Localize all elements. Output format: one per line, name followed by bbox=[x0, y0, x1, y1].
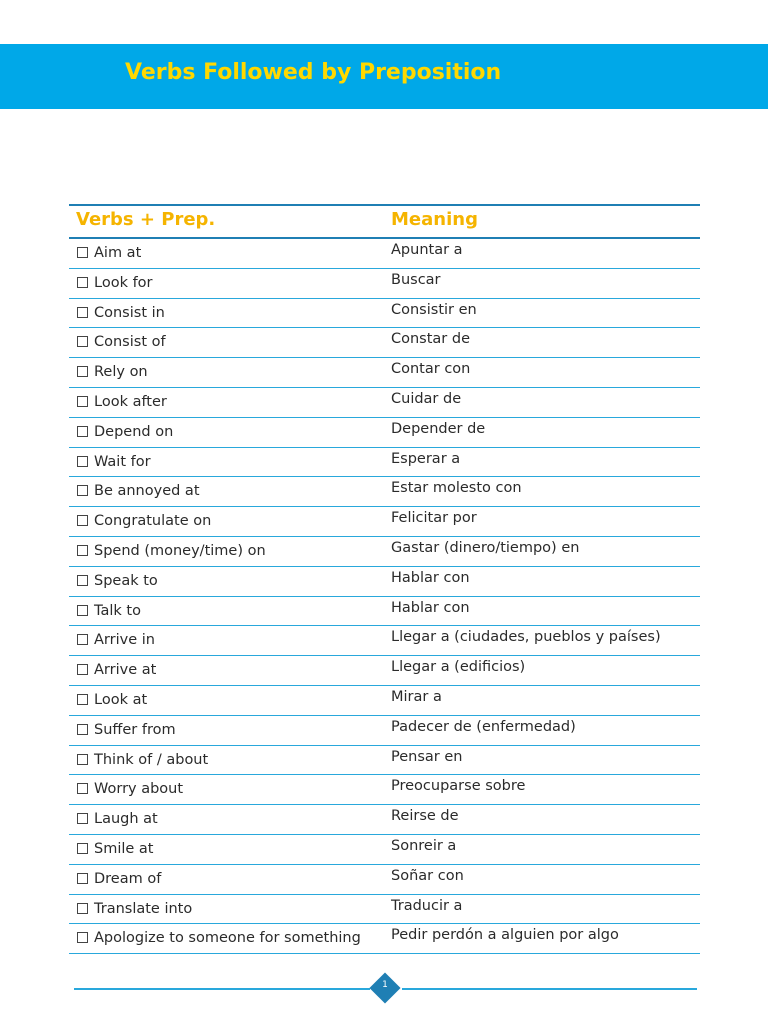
meaning-cell: Llegar a (ciudades, pueblos y países) bbox=[391, 629, 661, 646]
checkbox-icon[interactable] bbox=[77, 485, 88, 496]
checkbox-icon[interactable] bbox=[77, 277, 88, 288]
meaning-cell: Reirse de bbox=[391, 808, 459, 825]
table-row bbox=[69, 537, 700, 567]
meaning-cell: Contar con bbox=[391, 361, 471, 378]
verb-cell bbox=[77, 722, 176, 738]
verb-cell bbox=[77, 245, 141, 261]
verb-text: Smile at bbox=[94, 840, 154, 857]
table-row bbox=[69, 239, 700, 269]
verb-cell bbox=[77, 632, 155, 648]
checkbox-icon[interactable] bbox=[77, 515, 88, 526]
verb-cell bbox=[77, 483, 200, 499]
checkbox-icon[interactable] bbox=[77, 247, 88, 258]
checkbox-icon[interactable] bbox=[77, 307, 88, 318]
verb-cell bbox=[77, 603, 141, 619]
table-row bbox=[69, 388, 700, 418]
meaning-cell: Soñar con bbox=[391, 867, 464, 884]
meaning-cell: Apuntar a bbox=[391, 242, 463, 258]
verb-text: Aim at bbox=[94, 245, 142, 261]
checkbox-icon[interactable] bbox=[77, 932, 88, 943]
checkbox-icon[interactable] bbox=[77, 694, 88, 705]
title-banner bbox=[0, 44, 768, 109]
page-number: 1 bbox=[382, 980, 388, 990]
meaning-cell: Llegar a (edificios) bbox=[391, 659, 526, 676]
verb-cell bbox=[77, 871, 161, 887]
verb-cell bbox=[77, 930, 361, 946]
meaning-cell: Mirar a bbox=[391, 688, 442, 705]
verb-text: Be annoyed at bbox=[94, 483, 200, 500]
verb-cell bbox=[77, 781, 183, 797]
table-row bbox=[69, 477, 700, 507]
table-row bbox=[69, 358, 700, 388]
table-row bbox=[69, 448, 700, 478]
verb-cell bbox=[77, 841, 154, 857]
meaning-cell: Traducir a bbox=[391, 897, 463, 914]
verb-text: Consist in bbox=[94, 304, 165, 321]
verb-cell bbox=[77, 692, 147, 708]
meaning-cell: Consistir en bbox=[391, 301, 477, 318]
verb-text: Worry about bbox=[94, 781, 184, 798]
verb-cell bbox=[77, 901, 192, 917]
table-row bbox=[69, 567, 700, 597]
meaning-cell: Pensar en bbox=[391, 748, 463, 765]
meaning-cell: Cuidar de bbox=[391, 390, 462, 407]
verb-cell bbox=[77, 454, 151, 470]
checkbox-icon[interactable] bbox=[77, 634, 88, 645]
table-header bbox=[69, 206, 700, 239]
checkbox-icon[interactable] bbox=[77, 545, 88, 556]
table-row bbox=[69, 626, 700, 656]
verb-text: Depend on bbox=[94, 423, 174, 440]
checkbox-icon[interactable] bbox=[77, 456, 88, 467]
verb-cell bbox=[77, 334, 166, 350]
verb-text: Look at bbox=[94, 691, 148, 708]
verb-text: Dream of bbox=[94, 870, 162, 887]
table-row bbox=[69, 835, 700, 865]
meaning-cell: Pedir perdón a alguien por algo bbox=[391, 927, 619, 944]
footer-rule-left bbox=[74, 988, 370, 990]
checkbox-icon[interactable] bbox=[77, 575, 88, 586]
verb-text: Arrive at bbox=[94, 662, 157, 679]
verb-text: Apologize to someone for something bbox=[94, 930, 361, 947]
table-row bbox=[69, 269, 700, 299]
verb-text: Consist of bbox=[94, 334, 166, 351]
table-row bbox=[69, 895, 700, 925]
verb-cell bbox=[77, 543, 266, 559]
checkbox-icon[interactable] bbox=[77, 783, 88, 794]
checkbox-icon[interactable] bbox=[77, 396, 88, 407]
meaning-cell: Padecer de (enfermedad) bbox=[391, 718, 576, 735]
meaning-cell: Felicitar por bbox=[391, 510, 477, 527]
verb-cell bbox=[77, 305, 165, 321]
column-header-meaning: Meaning bbox=[391, 209, 478, 230]
meaning-cell: Preocuparse sobre bbox=[391, 778, 526, 795]
verb-text: Suffer from bbox=[94, 721, 176, 738]
table-row bbox=[69, 597, 700, 627]
verbs-table bbox=[69, 204, 700, 954]
checkbox-icon[interactable] bbox=[77, 724, 88, 735]
checkbox-icon[interactable] bbox=[77, 664, 88, 675]
footer-rule-right bbox=[402, 988, 697, 990]
verb-cell bbox=[77, 662, 156, 678]
table-row bbox=[69, 418, 700, 448]
table-row bbox=[69, 299, 700, 329]
checkbox-icon[interactable] bbox=[77, 813, 88, 824]
meaning-cell: Sonreir a bbox=[391, 837, 457, 854]
verb-cell bbox=[77, 275, 153, 291]
verb-text: Wait for bbox=[94, 453, 151, 470]
column-header-verbs: Verbs + Prep. bbox=[76, 209, 216, 230]
verb-text: Translate into bbox=[94, 900, 193, 917]
meaning-cell: Hablar con bbox=[391, 569, 470, 586]
meaning-cell: Estar molesto con bbox=[391, 480, 522, 497]
verb-text: Speak to bbox=[94, 572, 158, 589]
verb-cell bbox=[77, 811, 158, 827]
verb-text: Look after bbox=[94, 393, 167, 410]
table-body bbox=[69, 239, 700, 954]
meaning-cell: Esperar a bbox=[391, 450, 461, 467]
checkbox-icon[interactable] bbox=[77, 873, 88, 884]
verb-text: Laugh at bbox=[94, 811, 158, 828]
meaning-cell: Constar de bbox=[391, 331, 471, 348]
checkbox-icon[interactable] bbox=[77, 336, 88, 347]
page-title: Verbs Followed by Preposition bbox=[125, 60, 502, 85]
verb-cell bbox=[77, 394, 167, 410]
verb-text: Congratulate on bbox=[94, 513, 212, 530]
checkbox-icon[interactable] bbox=[77, 903, 88, 914]
table-row bbox=[69, 328, 700, 358]
table-row bbox=[69, 716, 700, 746]
verb-cell bbox=[77, 752, 208, 768]
meaning-cell: Gastar (dinero/tiempo) en bbox=[391, 539, 580, 556]
meaning-cell: Buscar bbox=[391, 271, 441, 288]
table-row bbox=[69, 656, 700, 686]
meaning-cell: Depender de bbox=[391, 420, 486, 437]
checkbox-icon[interactable] bbox=[77, 605, 88, 616]
verb-cell bbox=[77, 513, 211, 529]
table-row bbox=[69, 746, 700, 776]
table-row bbox=[69, 805, 700, 835]
verb-text: Talk to bbox=[94, 602, 141, 619]
verb-text: Arrive in bbox=[94, 632, 155, 649]
checkbox-icon[interactable] bbox=[77, 754, 88, 765]
table-row bbox=[69, 924, 700, 954]
verb-text: Think of / about bbox=[94, 751, 209, 768]
meaning-cell: Hablar con bbox=[391, 599, 470, 616]
verb-text: Look for bbox=[94, 274, 153, 291]
table-row bbox=[69, 775, 700, 805]
verb-cell bbox=[77, 573, 158, 589]
table-row bbox=[69, 507, 700, 537]
table-row bbox=[69, 686, 700, 716]
verb-cell bbox=[77, 424, 173, 440]
checkbox-icon[interactable] bbox=[77, 426, 88, 437]
checkbox-icon[interactable] bbox=[77, 843, 88, 854]
verb-text: Rely on bbox=[94, 364, 148, 381]
checkbox-icon[interactable] bbox=[77, 366, 88, 377]
table-row bbox=[69, 865, 700, 895]
verb-cell bbox=[77, 364, 148, 380]
verb-text: Spend (money/time) on bbox=[94, 542, 266, 559]
